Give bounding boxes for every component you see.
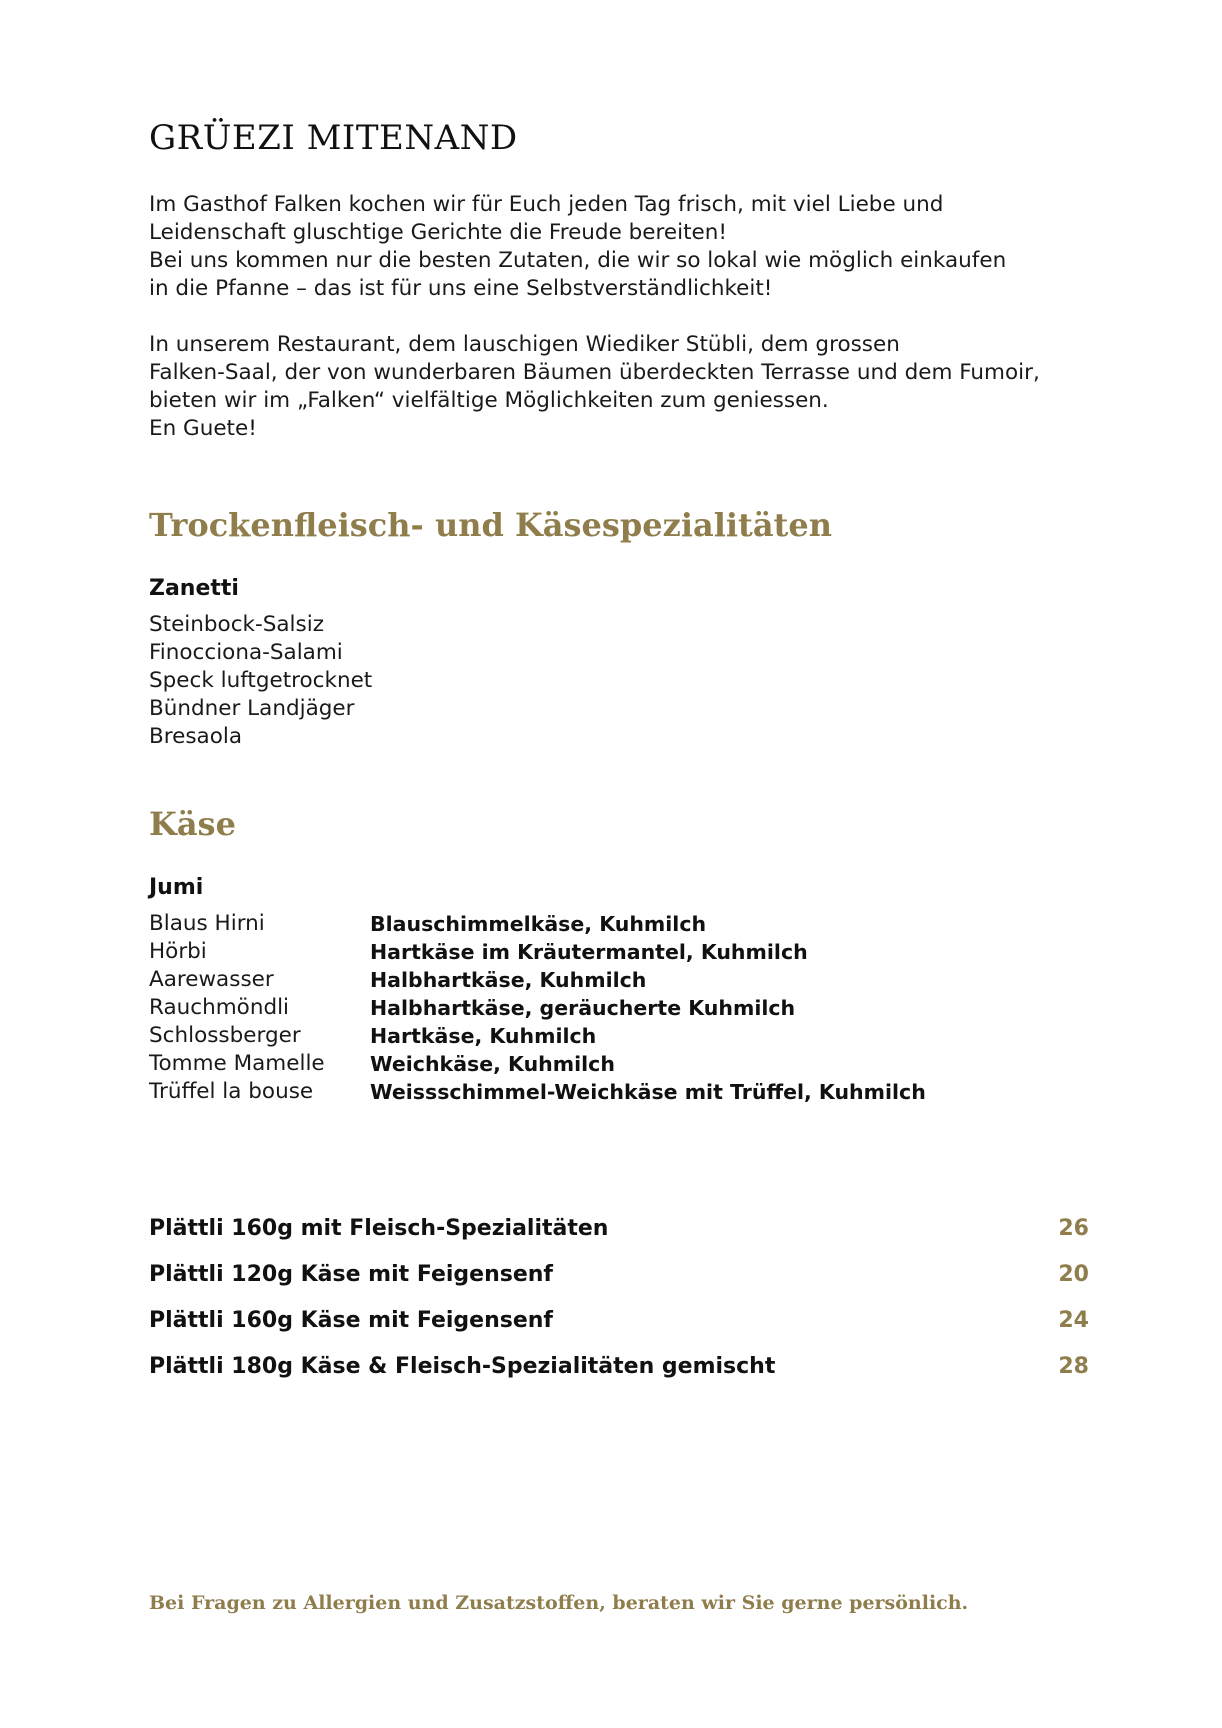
list-item: Bündner Landjäger bbox=[149, 696, 355, 721]
plate-price: 20 bbox=[1058, 1262, 1089, 1287]
meat-supplier-name: Zanetti bbox=[149, 576, 239, 601]
cheese-description: Weichkäse, Kuhmilch bbox=[370, 1052, 615, 1076]
intro-line: Falken-Saal, der von wunderbaren Bäumen überdeckten Terrasse und dem Fumoir, bbox=[149, 360, 1040, 385]
cheese-row bbox=[149, 910, 926, 938]
plate-price: 24 bbox=[1058, 1308, 1089, 1333]
cheese-description: Hartkäse im Kräutermantel, Kuhmilch bbox=[370, 940, 808, 964]
greeting-title: GRÜEZI MITENAND bbox=[149, 118, 518, 158]
cheese-row bbox=[149, 966, 926, 994]
cheese-item-list bbox=[149, 910, 926, 1106]
list-item: Steinbock-Salsiz bbox=[149, 612, 324, 637]
cheese-name: Schlossberger bbox=[149, 1023, 301, 1048]
cheese-row bbox=[149, 1022, 926, 1050]
cheese-row bbox=[149, 938, 926, 966]
intro-line: bieten wir im „Falken“ vielfältige Möglichkeiten zum geniessen. bbox=[149, 388, 829, 413]
list-item: Bresaola bbox=[149, 724, 243, 749]
cheese-supplier-name: Jumi bbox=[149, 875, 204, 900]
cheese-description: Halbhartkäse, Kuhmilch bbox=[370, 968, 647, 992]
intro-line: In unserem Restaurant, dem lauschigen Wiediker Stübli, dem grossen bbox=[149, 332, 900, 357]
plate-row bbox=[149, 1306, 1089, 1352]
plate-row bbox=[149, 1352, 1089, 1398]
cheese-row bbox=[149, 1050, 926, 1078]
intro-line: En Guete! bbox=[149, 416, 257, 441]
meat-item-list bbox=[149, 611, 372, 751]
intro-line: Im Gasthof Falken kochen wir für Euch jeden Tag frisch, mit viel Liebe und bbox=[149, 192, 944, 217]
cheese-name: Hörbi bbox=[149, 939, 207, 964]
intro-line: Leidenschaft gluschtige Gerichte die Freude bereiten! bbox=[149, 220, 727, 245]
cheese-description: Halbhartkäse, geräucherte Kuhmilch bbox=[370, 996, 796, 1020]
cheese-description: Blauschimmelkäse, Kuhmilch bbox=[370, 912, 707, 936]
plate-price: 26 bbox=[1058, 1216, 1089, 1241]
intro-line: Bei uns kommen nur die besten Zutaten, die wir so lokal wie möglich einkaufen bbox=[149, 248, 1007, 273]
intro-paragraph-1 bbox=[149, 191, 1006, 303]
cheese-description: Hartkäse, Kuhmilch bbox=[370, 1024, 597, 1048]
list-item: Speck luftgetrocknet bbox=[149, 668, 373, 693]
cheese-description: Weissschimmel-Weichkäse mit Trüffel, Kuhmilch bbox=[370, 1080, 926, 1104]
intro-paragraph-2 bbox=[149, 331, 1040, 443]
menu-page bbox=[149, 0, 1089, 1728]
plate-row bbox=[149, 1214, 1089, 1260]
list-item: Finocciona-Salami bbox=[149, 640, 343, 665]
cheese-row bbox=[149, 1078, 926, 1106]
plate-name: Plättli 180g Käse & Fleisch-Spezialitäten gemischt bbox=[149, 1354, 776, 1379]
cheese-name: Trüffel la bouse bbox=[149, 1079, 314, 1104]
cheese-row bbox=[149, 994, 926, 1022]
plate-row bbox=[149, 1260, 1089, 1306]
plate-name: Plättli 160g mit Fleisch-Spezialitäten bbox=[149, 1216, 609, 1241]
plate-name: Plättli 160g Käse mit Feigensenf bbox=[149, 1308, 554, 1333]
plate-price: 28 bbox=[1058, 1354, 1089, 1379]
intro-line: in die Pfanne – das ist für uns eine Selbstverständlichkeit! bbox=[149, 276, 773, 301]
plate-price-list bbox=[149, 1214, 1089, 1398]
meat-section-heading: Trockenfleisch- und Käsespezialitäten bbox=[149, 506, 832, 544]
cheese-name: Aarewasser bbox=[149, 967, 274, 992]
cheese-name: Tomme Mamelle bbox=[149, 1051, 325, 1076]
cheese-name: Blaus Hirni bbox=[149, 911, 265, 936]
cheese-section-heading: Käse bbox=[149, 805, 236, 843]
allergy-footer-note: Bei Fragen zu Allergien und Zusatzstoffen, beraten wir Sie gerne persönlich. bbox=[149, 1592, 969, 1614]
cheese-name: Rauchmöndli bbox=[149, 995, 290, 1020]
plate-name: Plättli 120g Käse mit Feigensenf bbox=[149, 1262, 554, 1287]
